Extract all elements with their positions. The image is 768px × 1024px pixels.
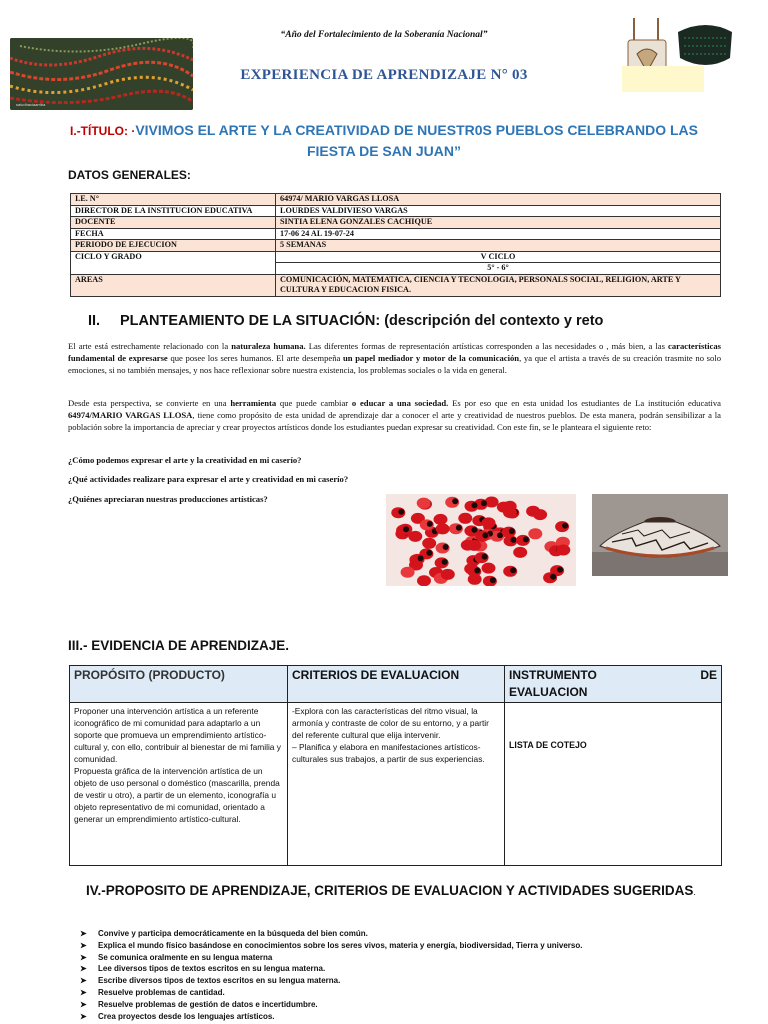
seed-shape — [468, 574, 482, 585]
proposito-heading-text: IV.-PROPOSITO DE APRENDIZAJE, CRITERIOS DE EVALUACION Y ACTIVIDADES SUGERIDAS — [86, 883, 694, 898]
challenge-question: ¿Qué actividades realizare para expresar el arte y creatividad en mi caserío? — [68, 474, 349, 484]
text-run: , ya que el artista a través de su creación trasmite no solo emociones, si no también mensajes, y nos hace reflexionar sobre nuestra existencia, los problemas sociales o la vida en general. — [68, 353, 722, 375]
ceramic-vase-illustration — [592, 494, 728, 576]
instrumento-cell — [505, 703, 722, 866]
seed-spot-shape — [456, 525, 462, 531]
challenge-question: ¿Quiénes apreciaran nuestras producciones artísticas? — [68, 494, 268, 504]
seed-shape — [528, 528, 542, 539]
seed-spot-shape — [443, 544, 449, 550]
de-label: DE — [700, 668, 717, 682]
seed-shape — [482, 563, 496, 574]
grado-value: 5° - 6° — [276, 263, 721, 275]
seed-shape — [513, 547, 527, 558]
table-row — [71, 194, 721, 206]
arrow-bullet-icon: ➤ — [80, 964, 87, 974]
seed-spot-shape — [482, 532, 488, 538]
seed-spot-shape — [472, 502, 478, 508]
table-row — [71, 205, 721, 217]
table-row — [71, 274, 721, 296]
bold-run: naturaleza humana. — [231, 341, 306, 351]
datos-generales-table — [70, 193, 721, 297]
seed-spot-shape — [426, 550, 432, 556]
row-value: 64974/ MARIO VARGAS LLOSA — [276, 194, 721, 206]
seed-spot-shape — [490, 577, 496, 583]
row-label: DOCENTE — [71, 217, 276, 229]
text-run: que posee los seres humanos. El arte desempeña — [167, 353, 344, 363]
list-item: ➤ Se comunica oralmente en su lengua materna — [80, 952, 273, 962]
seed-shape — [401, 567, 415, 578]
arrow-bullet-icon: ➤ — [80, 952, 87, 962]
seed-spot-shape — [452, 498, 458, 504]
criterios-text: – Planifica y elabora en manifestaciones artísticos-culturales sus trabajos, a partir de sus experiencias. — [292, 742, 485, 764]
instrumento-value: LISTA DE COTEJO — [509, 740, 587, 750]
bold-run: un papel mediador y motor de la comunicación — [343, 353, 520, 363]
row-value: 5 SEMANAS — [276, 240, 721, 252]
table-header-row — [70, 666, 722, 703]
seed-shape — [556, 545, 570, 556]
arrow-bullet-icon: ➤ — [80, 1011, 87, 1021]
instrumento-label: INSTRUMENTO — [509, 668, 597, 682]
list-item: ➤ Convive y participa democráticamente en la búsqueda del bien común. — [80, 929, 368, 938]
situacion-heading — [88, 313, 603, 329]
row-label: FECHA — [71, 228, 276, 240]
list-item: ➤ Explica el mundo físico basándose en conocimientos sobre los seres vivos, materia y energía, biodiversidad, Tierra y universo. — [80, 940, 583, 950]
table-row — [71, 228, 721, 240]
seed-shape — [482, 517, 496, 528]
criterios-text: -Explora con las características del ritmo visual, la armonía y contraste de color de su entorno, y a partir del referente cultural que elija intervenir. — [292, 706, 489, 740]
seed-shape — [441, 569, 455, 580]
areas-label: AREAS — [71, 274, 276, 296]
arrow-bullet-icon: ➤ — [80, 940, 87, 950]
section-title: PLANTEAMIENTO DE LA SITUACIÓN: (descripción del contexto y reto — [120, 313, 604, 329]
seed-spot-shape — [523, 536, 529, 542]
seed-spot-shape — [557, 567, 563, 573]
list-item: ➤ Escribe diversos tipos de textos escritos en su lengua materna. — [80, 976, 341, 986]
seed-shape — [417, 575, 431, 586]
seed-spot-shape — [398, 509, 404, 515]
row-value: SINTIA ELENA GONZALES CACHIQUE — [276, 217, 721, 229]
seed-shape — [458, 513, 472, 524]
proposito-text: Propuesta gráfica de la intervención artística de un objeto de uso personal o doméstico (mascarilla, prenda de vestir u otro), a partir de un elemento, iconografía u objeto representativo de mi comunidad, orientado a generar un emprendimiento artístico-cultural. — [74, 766, 280, 824]
red-seeds-illustration — [386, 494, 576, 586]
huayruro-seeds-image — [386, 494, 576, 586]
list-item: ➤ Crea proyectos desde los lenguajes artísticos. — [80, 1011, 275, 1021]
proposito-text: Proponer una intervención artística a un referente iconográfico de mi comunidad para adaptarlo a un soporte que promueva un emprendimiento artístico-cultural y, con ello, contribuir al bienestar de mi familia y comunidad. — [74, 706, 281, 764]
seed-shape — [417, 498, 431, 509]
bold-run: características fundamental de expresarse — [68, 341, 721, 363]
table-row — [71, 217, 721, 229]
arrow-bullet-icon: ➤ — [80, 999, 87, 1009]
areas-value: COMUNICACIÓN, MATEMATICA, CIENCIA Y TECNOLOGIA, PERSONALS SOCIAL, RELIGION, ARTE Y CULTURA Y EDUCACION FISICA. — [276, 274, 721, 296]
bold-run: herramienta — [230, 398, 277, 408]
bold-run: o educar a una sociedad. — [351, 398, 449, 408]
title-text: VIVIMOS EL ARTE Y LA CREATIVIDAD DE NUESTR0S PUEBLOS CELEBRANDO LAS FIESTA DE SAN JUAN” — [135, 122, 698, 159]
seed-shape — [434, 514, 448, 525]
text-run: que puede cambiar — [276, 398, 352, 408]
table-row — [71, 240, 721, 252]
column-header: CRITERIOS DE EVALUACION — [288, 666, 505, 703]
column-header — [505, 666, 722, 703]
seed-spot-shape — [471, 527, 477, 533]
challenge-question: ¿Cómo podemos expresar el arte y la creatividad en mi caserío? — [68, 455, 302, 465]
table-row — [70, 703, 722, 866]
banner-caption: saludhaciaarriba — [16, 102, 46, 107]
title-lead: I.-TÍTULO: · — [70, 124, 136, 138]
seed-shape — [422, 538, 436, 549]
column-header: PROPÓSITO (PRODUCTO) — [70, 666, 288, 703]
seed-spot-shape — [511, 537, 517, 543]
national-motto: “Año del Fortalecimiento de la Soberanía Nacional” — [280, 30, 488, 40]
seed-shape — [467, 540, 481, 551]
competencias-list — [80, 928, 582, 1022]
seed-shape — [503, 507, 517, 518]
text-run: Las diferentes formas de representación artísticas corresponden a las necesidades o , más bien, a las — [305, 341, 669, 351]
criterios-cell — [288, 703, 505, 866]
seed-spot-shape — [509, 528, 515, 534]
situacion-paragraph-1 — [68, 340, 721, 376]
seed-spot-shape — [403, 526, 409, 532]
text-run: Desde esta perspectiva, se convierte en una — [68, 398, 231, 408]
seed-spot-shape — [481, 500, 487, 506]
list-item: ➤ Lee diversos tipos de textos escritos en su lengua materna. — [80, 964, 326, 974]
seed-spot-shape — [550, 574, 556, 580]
row-value: LOURDES VALDIVIESO VARGAS — [276, 205, 721, 217]
list-item: ➤ Resuelve problemas de cantidad. — [80, 987, 225, 997]
evaluacion-label: EVALUACION — [509, 685, 588, 699]
seed-spot-shape — [562, 523, 568, 529]
seed-spot-shape — [418, 555, 424, 561]
list-item: ➤ Resuelve problemas de gestión de datos e incertidumbre. — [80, 999, 318, 1009]
shipibo-vase-image — [592, 494, 728, 576]
row-value: 17-06 24 AL 19-07-24 — [276, 228, 721, 240]
bold-run: 64974/MARIO VARGAS LLOSA — [68, 410, 193, 420]
seed-spot-shape — [474, 568, 480, 574]
row-label: I.E. N° — [71, 194, 276, 206]
situacion-paragraph-2 — [68, 397, 721, 433]
row-label: PERIODO DE EJECUCION — [71, 240, 276, 252]
arrow-bullet-icon: ➤ — [80, 976, 87, 986]
arrow-bullet-icon: ➤ — [80, 929, 87, 938]
table-row — [71, 251, 721, 263]
proposito-cell — [70, 703, 288, 866]
datos-generales-heading: DATOS GENERALES: — [68, 168, 191, 182]
row-label: DIRECTOR DE LA INSTITUCION EDUCATIVA — [71, 205, 276, 217]
seed-spot-shape — [442, 559, 448, 565]
text-run: , tiene como propósito de esta unidad de aprendizaje dar a conocer el arte y creatividad de nuestros pueblos. De esta manera, podrán sensibilizar a la población sobre la importancia de apreciar y crear proyectos artísticos donde los estudiantes puedan expresar su creatividad. Con este fin, se le planteara el siguiente reto: — [68, 410, 721, 432]
evidencia-table — [69, 665, 722, 866]
section-number: II. — [88, 313, 101, 329]
seed-shape — [533, 509, 547, 520]
ciclo-label: CICLO Y GRADO — [71, 251, 276, 274]
unit-title — [60, 120, 708, 161]
proposito-heading: IV.-PROPOSITO DE APRENDIZAJE, CRITERIOS DE EVALUACION Y ACTIVIDADES SUGERIDAS. — [86, 883, 696, 898]
evidencia-heading: III.- EVIDENCIA DE APRENDIZAJE. — [68, 638, 290, 653]
ciclo-value: V CICLO — [276, 251, 721, 263]
seed-spot-shape — [482, 554, 488, 560]
document-title: EXPERIENCIA DE APRENDIZAJE N° 03 — [240, 67, 528, 83]
arrow-bullet-icon: ➤ — [80, 987, 87, 997]
seed-spot-shape — [510, 567, 516, 573]
text-run: Es por eso que en esta unidad los estudiantes de La institución educativa — [448, 398, 721, 408]
seed-spot-shape — [427, 521, 433, 527]
text-run: El arte está estrechamente relacionado con la — [68, 341, 232, 351]
craft-products-logo-image — [620, 14, 738, 94]
seed-shape — [436, 523, 450, 534]
bag-and-mask-illustration — [620, 14, 738, 94]
